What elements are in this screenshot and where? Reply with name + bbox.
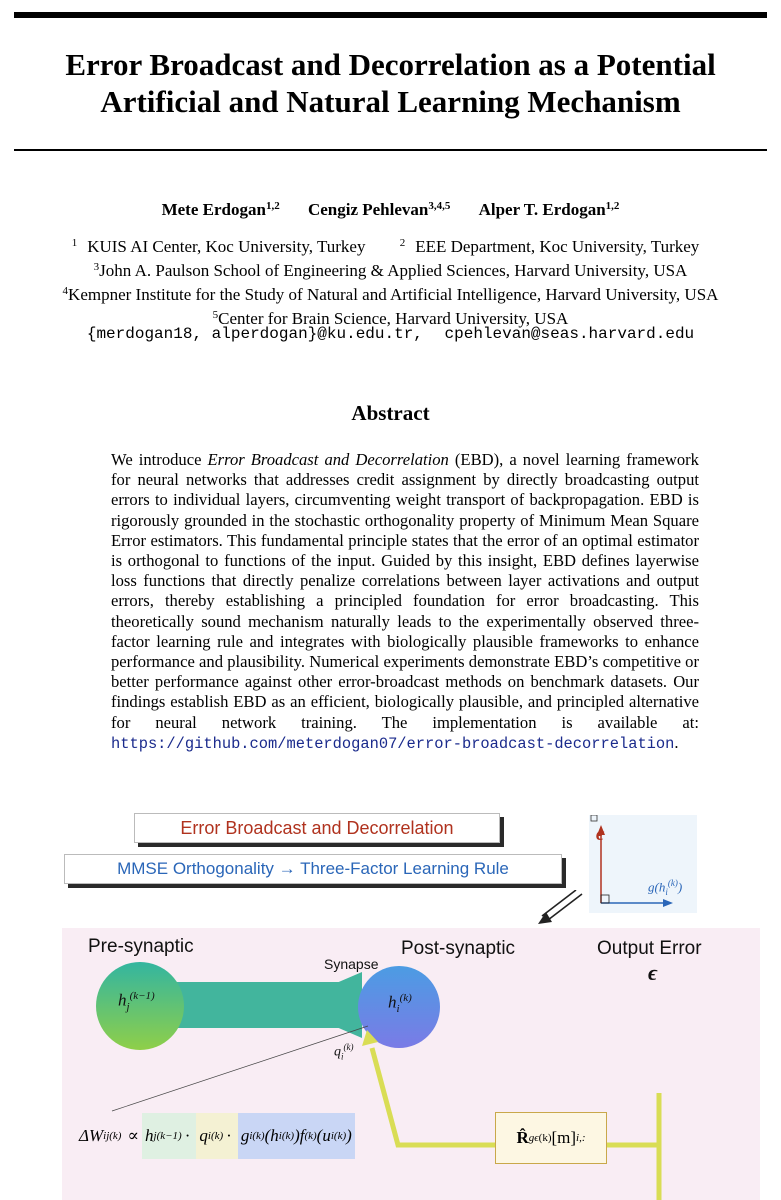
t3-sub2: i [278, 1130, 282, 1142]
author-affil-sup: 1,2 [265, 200, 280, 212]
t1-sub: j [153, 1130, 157, 1142]
synapse-panel [62, 928, 760, 1200]
email-group-ku[interactable]: {merdogan18, alperdogan}@ku.edu.tr, [86, 325, 423, 343]
output-error-label: Output Error [597, 938, 702, 959]
inset-error-label: ϵ [596, 824, 605, 845]
presynaptic-label: Pre-synaptic [88, 936, 194, 957]
q-sup: (k) [343, 1042, 354, 1052]
pre-node-sub: j [126, 1001, 130, 1014]
synapse-label: Synapse [324, 956, 379, 972]
affil-text: John A. Paulson School of Engineering & Applied Sciences, Harvard University, USA [99, 261, 688, 280]
t3-tail4: ) [346, 1126, 352, 1145]
affil-sup: 2 [399, 237, 406, 249]
ebd-figure [0, 800, 781, 1200]
pre-node-base: h [118, 990, 127, 1010]
lhs-sup: (k) [109, 1130, 122, 1142]
email-harvard[interactable]: cpehlevan@seas.harvard.edu [444, 325, 695, 343]
correlation-estimate-box [495, 1112, 607, 1164]
orthogonality-inset [589, 815, 697, 913]
affil-text: EEE Department, Koc University, Turkey [415, 237, 700, 256]
t3-sup4: (k) [333, 1130, 347, 1142]
lhs-sub: ij [103, 1130, 110, 1142]
figure-subtitle-box: MMSE Orthogonality → Three-Factor Learning Rule [64, 854, 562, 884]
corner-square [591, 815, 597, 821]
affiliation [0, 257, 781, 281]
abstract-body: (EBD), a novel learning framework for neural networks that addresses credit assignment by directly broadcasting output errors to individual layers, circumventing weight transport of backpropagation. EBD is rigorously grounded in the stochastic orthogonality property of Minimum Mean Square Error estimators. This fundamental principle states that the error of an optimal estimator is orthogonal to functions of the input. Guided by this insight, EBD defines layerwise loss functions that directly penalize correlations between layer activations and output errors, thereby establishing a principled foundation for error broadcasting. This theoretically sound mechanism naturally leads to the experimentally observed three-factor learning rule and integrates with biologically plausible frameworks to enhance performance and plausibility. Numerical experiments demonstrate EBD’s competitive or better performance against other error-broadcast methods on benchmark datasets. Our findings establish EBD as an efficient, biologically plausible, and principled alternative for neural network training. The implementation is available at: [111, 450, 699, 732]
t3-tail1: (h [264, 1126, 279, 1145]
orthogonality-axes [589, 815, 697, 913]
postsynaptic-label: Post-synaptic [401, 938, 516, 959]
abstract-emphasis: Error Broadcast and Decorrelation [207, 450, 449, 469]
t1-sup: (k−1) [156, 1130, 182, 1142]
title-line-1: Error Broadcast and Decorrelation as a Potential [65, 47, 716, 82]
abstract-text [111, 450, 699, 754]
t1-base: h [145, 1126, 154, 1145]
post-node-label [388, 992, 412, 1015]
g-arrow-head [663, 899, 673, 907]
affil-text: Kempner Institute for the Study of Natural and Artificial Intelligence, Harvard University, USA [68, 285, 719, 304]
t3-sub3: i [330, 1130, 334, 1142]
abstract-lead: We introduce [111, 450, 208, 469]
github-link[interactable]: https://github.com/meterdogan07/error-broadcast-decorrelation [111, 734, 675, 753]
author [308, 200, 450, 219]
output-error-symbol: ϵ [648, 960, 658, 985]
affil-sup: 4 [62, 285, 69, 297]
affiliation [400, 237, 710, 256]
t3-sup2: (k) [281, 1130, 295, 1142]
post-node-sub: i [396, 1003, 400, 1016]
paper-title [20, 46, 761, 120]
t3-tail2: )f [294, 1126, 305, 1145]
formula-pre-term [142, 1113, 196, 1159]
q-base: q [334, 1044, 341, 1060]
dot: · [184, 1126, 191, 1145]
three-factor-formula [76, 1113, 355, 1159]
author-affil-sup: 1,2 [605, 200, 620, 212]
affil-sup: 3 [93, 261, 100, 273]
top-rule [14, 12, 767, 18]
figure-title-box: Error Broadcast and Decorrelation [134, 813, 500, 843]
rbox-base: R̂ [516, 1128, 529, 1147]
affil-text: Center for Brain Science, Harvard University, USA [218, 309, 569, 328]
formula-q-term [196, 1113, 237, 1159]
t3-sub: i [249, 1130, 253, 1142]
author [162, 200, 280, 219]
author [479, 200, 620, 219]
q-label [334, 1042, 354, 1061]
t3-sup: (k) [252, 1130, 265, 1142]
formula-post-term [238, 1113, 355, 1159]
synapse-terminal [334, 972, 362, 1038]
right-angle-marker [601, 895, 609, 903]
t2-sub: i [207, 1130, 211, 1142]
t2-sup: (k) [210, 1130, 224, 1142]
t3-sup3: (k) [304, 1130, 317, 1142]
affil-text: KUIS AI Center, Koc University, Turkey [87, 237, 366, 256]
author-list [0, 200, 781, 220]
abstract-heading: Abstract [351, 401, 430, 425]
inset-g-text: g(h [648, 879, 666, 895]
double-arrow-icon [530, 890, 590, 930]
rbox-sub: gϵ [528, 1132, 539, 1144]
post-node-base: h [388, 992, 397, 1012]
t3-base: g [240, 1126, 250, 1145]
error-broadcast-wire [607, 1098, 659, 1145]
q-sub: i [341, 1051, 344, 1062]
proportional-symbol: ∝ [127, 1126, 139, 1145]
inset-g-label: $g(h_i^{(k)})$ [648, 878, 683, 897]
author-name: Cengiz Pehlevan [307, 200, 429, 219]
dot: · [226, 1126, 232, 1145]
author-affil-sup: 3,4,5 [428, 200, 451, 212]
rbox-sup: (k) [538, 1132, 552, 1144]
title-line-2: Artificial and Natural Learning Mechanism [100, 84, 681, 119]
inset-g-sup: (k) [667, 878, 678, 888]
author-name: Mete Erdogan [161, 200, 266, 219]
author-name: Alper T. Erdogan [478, 200, 606, 219]
pre-node-label [118, 990, 155, 1013]
inset-g-sub: i [665, 886, 668, 897]
abstract-end: . [674, 732, 679, 752]
affiliation [72, 237, 376, 256]
t2-base: q [199, 1126, 208, 1145]
post-node-sup: (k) [399, 992, 412, 1004]
affil-sup: 1 [71, 237, 78, 249]
title-rule [14, 149, 767, 151]
affil-sup: 5 [212, 309, 219, 321]
pre-node-sup: (k−1) [129, 990, 155, 1002]
affiliations [0, 233, 781, 329]
affiliation-line [0, 233, 781, 257]
rbox-tail-sub: i,: [576, 1132, 586, 1144]
feedback-wire [372, 1048, 495, 1145]
affiliation [0, 281, 781, 305]
lhs-base: ΔW [79, 1126, 104, 1145]
rbox-tail: [m] [551, 1128, 577, 1147]
email-addresses [0, 325, 781, 343]
t3-tail3: (u [316, 1126, 331, 1145]
formula-lhs [76, 1113, 142, 1159]
